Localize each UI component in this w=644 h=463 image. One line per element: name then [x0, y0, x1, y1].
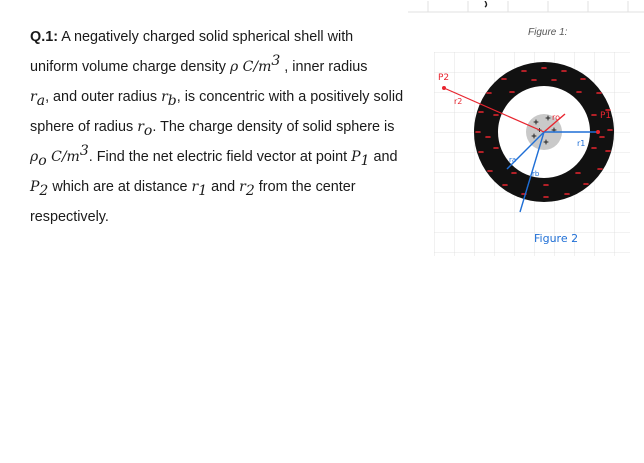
question-text-segment: A negatively charged solid spherical shell with: [61, 29, 354, 45]
previous-figure-strip: [408, 0, 644, 12]
point-subscript: 1: [360, 152, 370, 169]
question-text-segment: and: [207, 179, 240, 195]
r2-label: r2: [454, 97, 463, 106]
question-line-4: [30, 112, 430, 142]
p1-label: P1: [600, 111, 612, 121]
point-subscript: 2: [39, 182, 49, 199]
charge-density-symbol: ρ: [30, 149, 39, 165]
radius-symbol: r: [239, 179, 246, 195]
radius-subscript: b: [167, 92, 177, 109]
charge-density-symbol: ρ C: [229, 59, 254, 75]
radius-subscript: a: [36, 92, 46, 109]
question-line-5: [30, 142, 430, 172]
figure-2: [434, 52, 630, 256]
rb-label: rb: [532, 170, 540, 178]
radius-subscript: 1: [198, 182, 208, 199]
figure-2-drawing: [434, 52, 630, 256]
radius-symbol: r: [30, 89, 37, 105]
previous-figure-fragment: [408, 1, 644, 13]
question-line-7: respectively.: [30, 209, 109, 225]
question-text-segment: . Find the net electric field vector at point: [88, 149, 352, 165]
point-symbol: P: [30, 179, 40, 195]
question-text-segment: sphere of radius: [30, 119, 138, 135]
point-p2: [442, 86, 446, 90]
question-line-6: [30, 172, 430, 202]
point-p1: [596, 130, 600, 134]
question-text-segment: . The charge density of solid sphere is: [152, 119, 395, 135]
question-line-3: [30, 82, 430, 112]
question-text-segment: , is concentric with a positively solid: [176, 89, 404, 105]
p2-label: P2: [438, 73, 450, 83]
figure-2-caption: Figure 2: [534, 232, 579, 245]
question-line-1: [30, 22, 430, 52]
figure-1-caption: Figure 1:: [528, 27, 568, 38]
question-text: [30, 22, 430, 232]
charge-density-subscript: o: [38, 152, 47, 169]
unit-exponent: 3: [271, 53, 281, 70]
question-text-segment: , and outer radius: [45, 89, 162, 105]
ro-label: ro: [552, 113, 561, 122]
question-text-segment: , inner radius: [280, 59, 368, 75]
r1-label: r1: [577, 139, 586, 148]
radius-symbol: r: [191, 179, 199, 195]
radius-symbol: r: [137, 119, 144, 135]
question-text-segment: from the center: [254, 179, 356, 195]
question-number: Q.1:: [30, 29, 58, 45]
question-line-2: [30, 52, 430, 82]
ra-label: ra: [509, 156, 517, 164]
radius-subscript: o: [143, 122, 153, 139]
question-text-segment: uniform volume charge density: [30, 59, 230, 75]
unit-symbol: /m: [61, 149, 80, 165]
question-text-segment: which are at distance: [48, 179, 192, 195]
unit-exponent: 3: [79, 143, 89, 160]
radius-subscript: 2: [245, 182, 255, 199]
unit-symbol: C: [46, 149, 62, 165]
unit-symbol: /m: [253, 59, 272, 75]
question-text-segment: and: [369, 149, 398, 165]
radius-symbol: r: [161, 89, 168, 105]
point-symbol: P: [351, 149, 361, 165]
